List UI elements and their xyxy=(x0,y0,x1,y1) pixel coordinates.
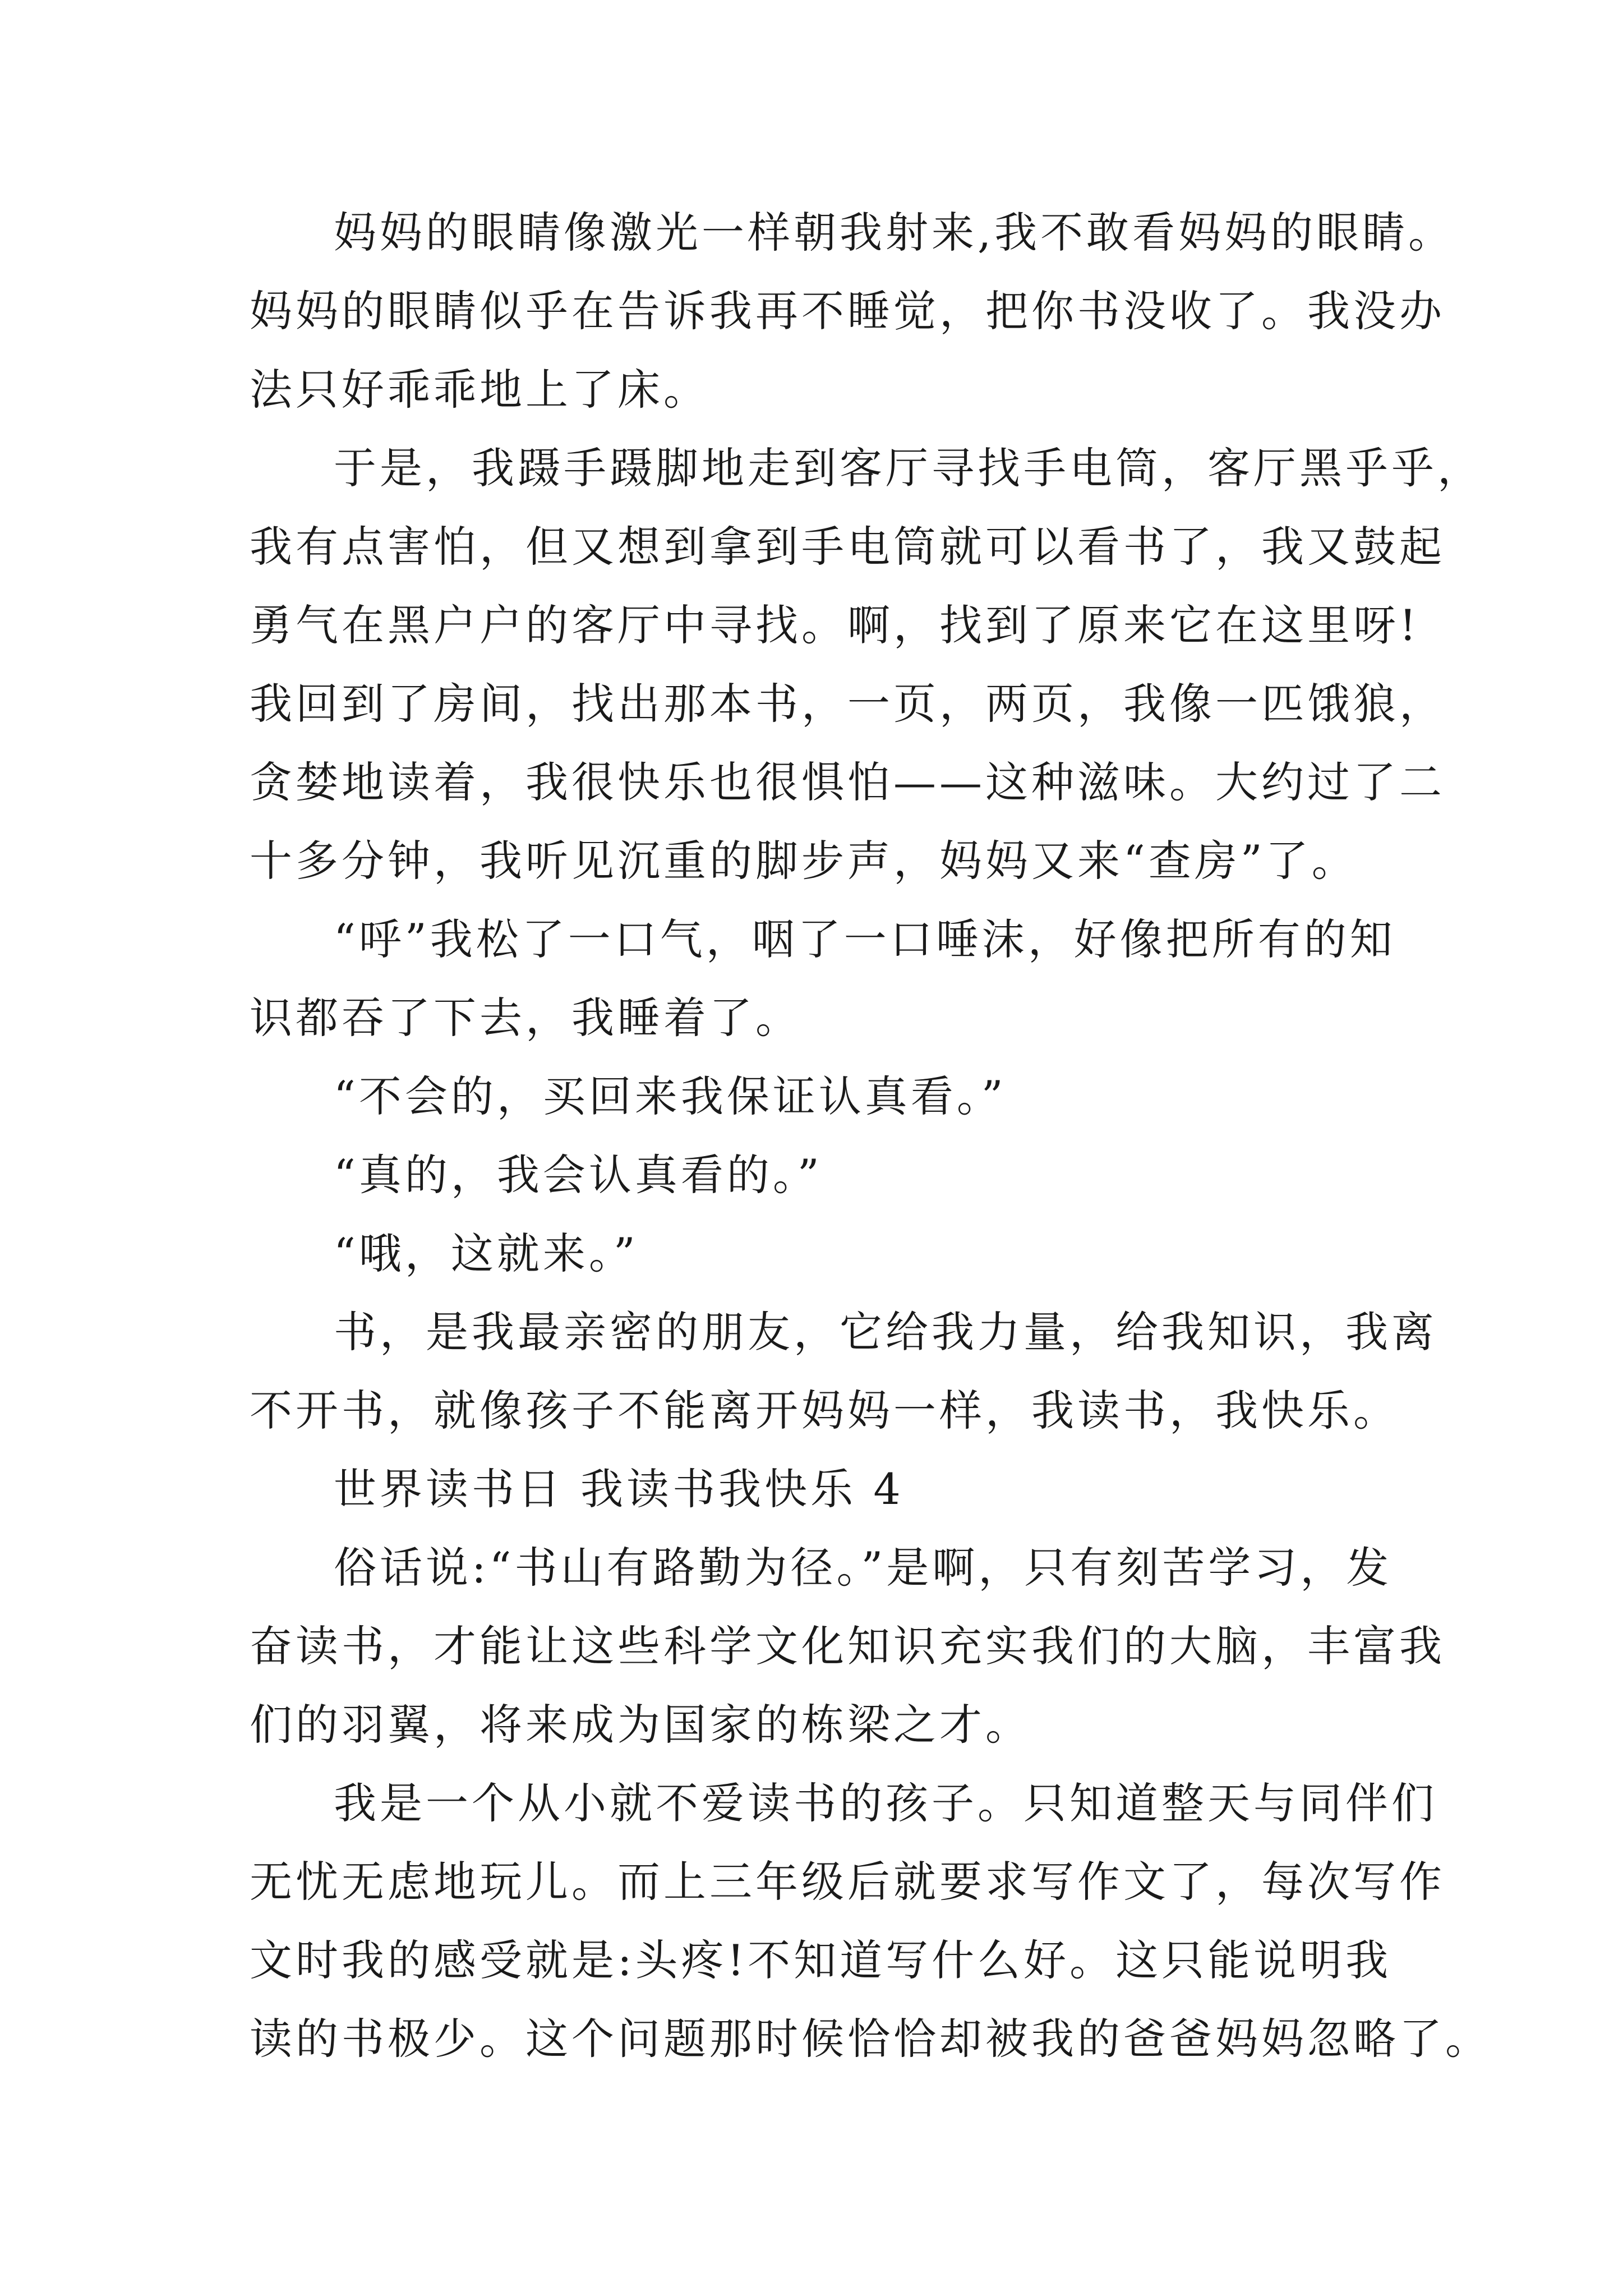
text-line: “不会的，买回来我保证认真看。” xyxy=(334,1071,1007,1121)
text-line: 无忧无虑地玩儿。而上三年级后就要求写作文了，每次写作 xyxy=(250,1857,1445,1907)
text-line: 勇气在黑户户的客厅中寻找。啊，找到了原来它在这里呀! xyxy=(250,600,1420,650)
text-line: 俗话说:“书山有路勤为径。”是啊，只有刻苦学习，发 xyxy=(334,1543,1393,1593)
text-line: 文时我的感受就是:头疼!不知道写什么好。这只能说明我 xyxy=(250,1935,1392,1985)
text-line: 于是，我蹑手蹑脚地走到客厅寻找手电筒，客厅黑乎乎， xyxy=(334,443,1483,493)
text-line: 书，是我最亲密的朋友，它给我力量，给我知识，我离 xyxy=(334,1307,1437,1357)
section-heading: 世界读书日 我读书我快乐 4 xyxy=(334,1464,904,1514)
document-body xyxy=(250,194,1491,2078)
text-line: 妈妈的眼睛像激光一样朝我射来,我不敢看妈妈的眼睛。 xyxy=(334,208,1455,257)
text-line: 我有点害怕，但又想到拿到手电筒就可以看书了，我又鼓起 xyxy=(250,522,1445,572)
text-line: 读的书极少。这个问题那时候恰恰却被我的爸爸妈妈忽略了。 xyxy=(250,2014,1491,2064)
text-line: “真的，我会认真看的。” xyxy=(334,1150,823,1200)
text-line: 识都吞了下去，我睡着了。 xyxy=(250,993,801,1043)
text-line: 我回到了房间，找出那本书，一页，两页，我像一匹饿狼， xyxy=(250,679,1445,729)
text-line: 奋读书，才能让这些科学文化知识充实我们的大脑，丰富我 xyxy=(250,1621,1445,1671)
text-line: “哦，这就来。” xyxy=(334,1228,639,1278)
text-line: 们的羽翼，将来成为国家的栋梁之才。 xyxy=(250,1700,1031,1750)
text-line: 十多分钟，我听见沉重的脚步声，妈妈又来“查房”了。 xyxy=(250,836,1358,886)
text-line: 贪婪地读着，我很快乐也很惧怕——这种滋味。大约过了二 xyxy=(250,757,1445,807)
text-line: “呼”我松了一口气，咽了一口唾沫，好像把所有的知 xyxy=(334,914,1396,964)
text-line: 我是一个从小就不爱读书的孩子。只知道整天与同伴们 xyxy=(334,1778,1437,1828)
text-line: 不开书，就像孩子不能离开妈妈一样，我读书，我快乐。 xyxy=(250,1386,1399,1435)
text-line: 妈妈的眼睛似乎在告诉我再不睡觉，把你书没收了。我没办 xyxy=(250,286,1445,336)
text-line: 法只好乖乖地上了床。 xyxy=(250,365,709,415)
